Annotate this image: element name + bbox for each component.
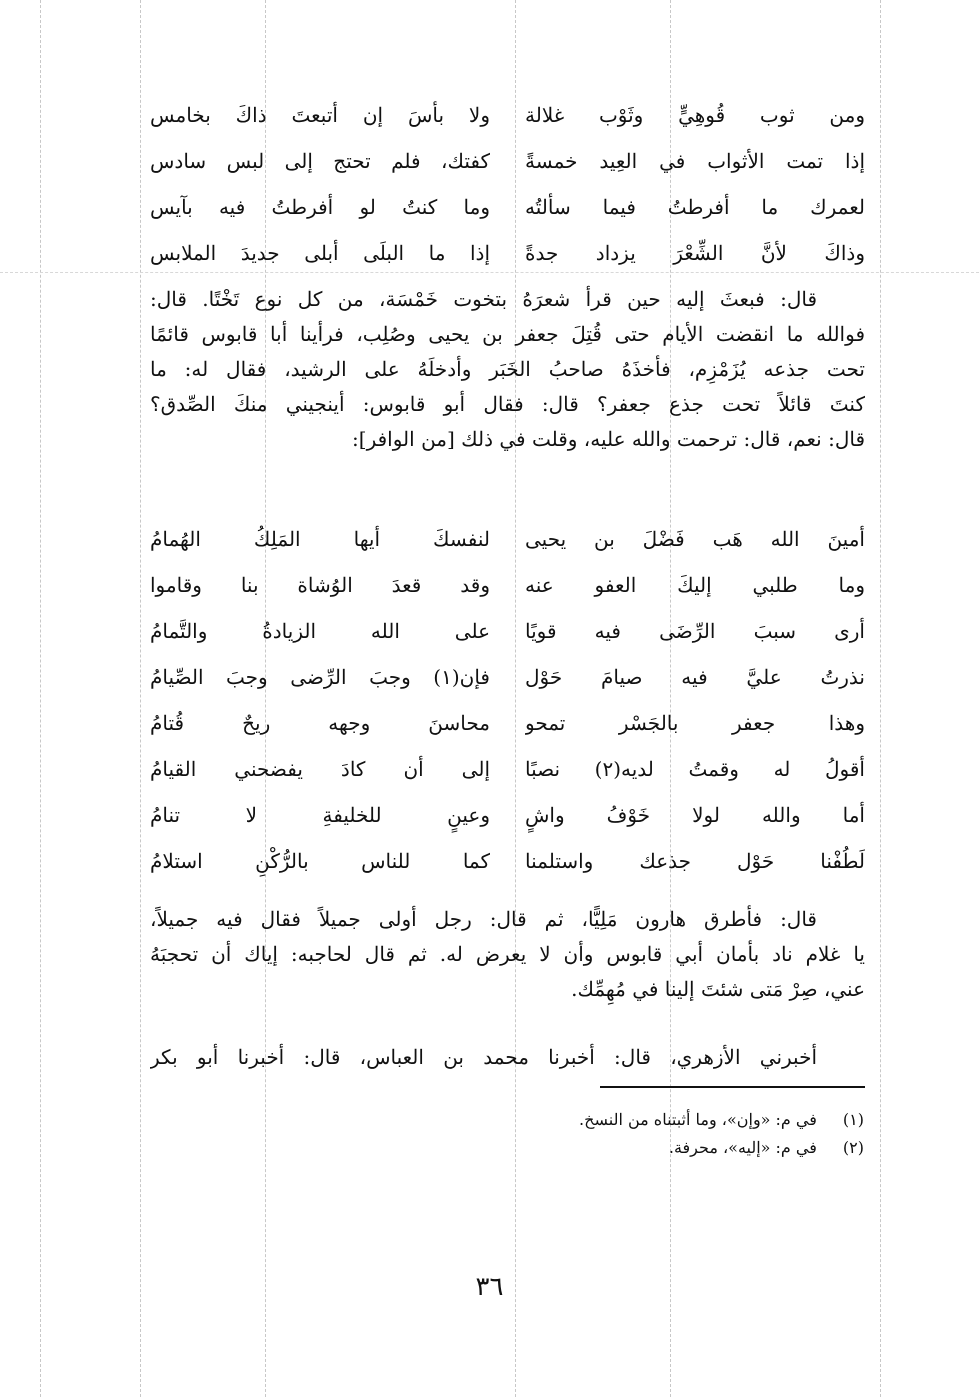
prose-line: أخبرني الأزهري، قال: أخبرنا محمد بن العباس، قال: أخبرنا أبو بكر [150,1045,817,1069]
verse-first-hemistich: أمينَ الله هَب فَضْلَ بن يحيى [525,527,865,551]
verse-line [150,700,865,746]
prose-line: عني، صِرْ مَتى شئتَ إلينا في مُهِمِّك. [571,977,865,1001]
verse-second-hemistich: كما للناس بالرُّكْنِ استلامُ [150,849,490,873]
poem-block-1 [150,92,865,276]
footnote [264,1134,864,1162]
verse-line [150,184,865,230]
scan-guide-line [880,0,881,1397]
verse-second-hemistich: وقد قعدَ الوُشاة بنا وقاموا [150,573,490,597]
footnote-separator [600,1086,865,1088]
verse-first-hemistich: إذا تمت الأثواب في العِيد خمسةً [525,149,865,173]
verse-second-hemistich: وعينٍ للخليفةِ لا تنامُ [150,803,490,827]
footnote [264,1106,864,1134]
prose-line: يا غلام ناد بأمان أبي قابوس وأن لا يعرض له. ثم قال لحاجبه: إياك أن تحجبَهُ [150,942,865,966]
verse-first-hemistich: أما والله لولا خَوْفُ واشٍ [525,803,865,827]
footnote-text: في م: «وإن»، وما أثبتناه من النسخ. [579,1110,817,1129]
verse-line [150,838,865,884]
verse-line [150,746,865,792]
verse-line [150,516,865,562]
prose-block-3 [150,1040,865,1075]
verse-second-hemistich: محاسنَ وجهه ريحٌ قُتامُ [150,711,490,735]
verse-first-hemistich: وما طلبي إليكَ العفو عنه [525,573,865,597]
verse-second-hemistich: على الله الزيادةُ والتَّمامُ [150,619,490,643]
footnote-number: (١) [842,1110,864,1129]
verse-line [150,608,865,654]
scan-guide-line [40,0,41,1397]
verse-line [150,92,865,138]
verse-first-hemistich: أرى سببَ الرِّضَى فيه قويًا [525,619,865,643]
prose-line: قال: فأطرق هارون مَلِيًّا، ثم قال: رجل أولى جميلاً فقال فيه جميلاً، [150,907,817,931]
verse-second-hemistich: إلى أن كادَ يفضحني القيامُ [150,757,490,781]
verse-line [150,138,865,184]
footnotes [264,1106,864,1162]
verse-first-hemistich: وهذا جعفر بالجَسْر تمحو [525,711,865,735]
verse-second-hemistich: فإن(١) وجبَ الرِّضى وجبَ الصِّيامُ [150,665,490,689]
prose-block-1 [150,282,865,457]
verse-second-hemistich: إذا ما البلَى أبلى جديدَ الملابس [150,241,490,265]
prose-line: قال: نعم، قال: ترحمت والله عليه، وقلت في ذلك [من الوافر]: [352,427,865,451]
prose-line: تحت جذعه يُزَمْزِم، فأخذَهُ صاحبُ الخَبَر وأدخلَهُ على الرشيد، فقال له: ما [150,357,865,381]
verse-second-hemistich: وما كنتُ لو أفرطتُ فيه بآيس [150,195,490,219]
prose-line: فوالله ما انقضت الأيام حتى قُتِلَ جعفر بن يحيى وصُلِب، فرأينا أبا قابوس قائمًا [150,322,865,346]
verse-first-hemistich: لعمرك ما أفرطتُ فيما سألتُه [525,195,865,219]
verse-first-hemistich: أقولُ له وقمتُ لديه(٢) نصبًا [525,757,865,781]
verse-first-hemistich: ومن ثوب قُوهِيٍّ وثَوْب غلالة [525,103,865,127]
verse-second-hemistich: ولا بأسَ إن أتبعتَ ذاكَ بخامس [150,103,490,127]
footnote-text: في م: «إليه»، محرفة. [668,1138,817,1157]
prose-block-2 [150,902,865,1007]
prose-line: قال: فبعثَ إليه حين قرأ شعرَهُ بتخوت خَمْسَة، من كل نوع تَخْتًا. قال: [150,287,817,311]
verse-first-hemistich: وذاكَ لأنَّ الشِّعْرَ يزداد جدةً [525,241,865,265]
verse-line [150,562,865,608]
poem-block-2 [150,516,865,884]
verse-first-hemistich: نذرتُ عليَّ فيه صيامَ حَوْل [525,665,865,689]
verse-second-hemistich: لنفسكَ أيها المَلِكُ الهُمامُ [150,527,490,551]
verse-line [150,654,865,700]
verse-second-hemistich: كفتك، فلم تحتج إلى لبس سادس [150,149,490,173]
page-number: ٣٦ [475,1272,504,1302]
footnote-number: (٢) [842,1138,864,1157]
verse-line [150,230,865,276]
verse-line [150,792,865,838]
scan-guide-line [140,0,141,1397]
verse-first-hemistich: لَطُفْنا حَوْل جذعك واستلمنا [525,849,865,873]
prose-line: كنتَ قائلاً تحت جذع جعفر؟ قال: فقال أبو قابوس: أينجيني منكَ الصِّدق؟ [150,392,865,416]
